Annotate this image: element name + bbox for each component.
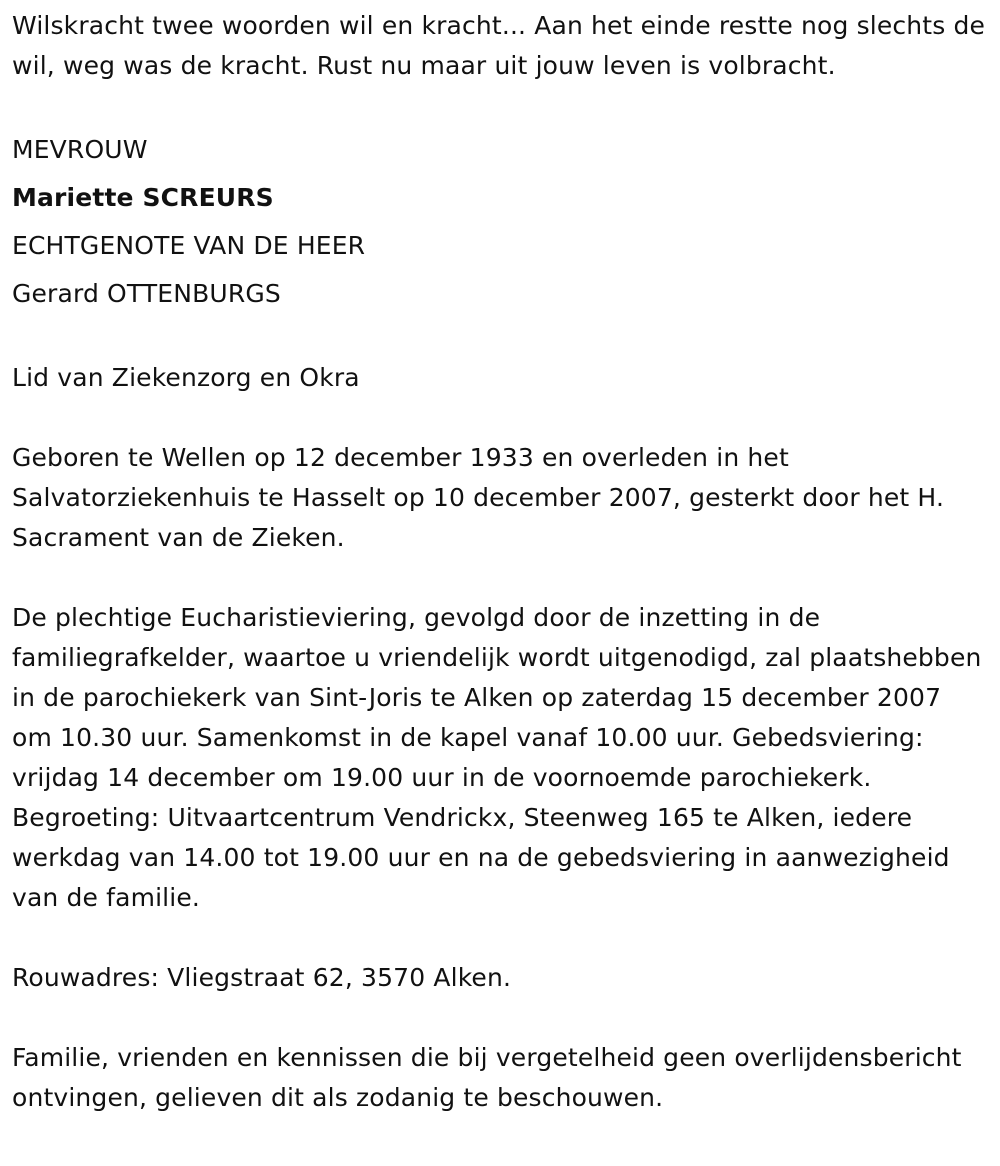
spacer: [12, 558, 988, 598]
spacer: [12, 86, 988, 126]
intro-verse: Wilskracht twee woorden wil en kracht... Aan het einde restte nog slechts de wil, weg was de kracht. Rust nu maar uit jouw leven is volbracht.: [12, 11, 986, 80]
ceremony-paragraph: De plechtige Eucharistieviering, gevolgd door de inzetting in de familiegrafkelder, waartoe u vriendelijk wordt uitgenodigd, zal plaatshebben in de parochiekerk van Sint-Joris te Alken op zaterdag 15 december 2007 om 10.30 uur. Samenkomst in de kapel vanaf 10.00 uur. Gebedsviering: vrijdag 14 december om 19.00 uur in de voornoemde parochiekerk. Begroeting: Uitvaartcentrum Vendrickx, Steenweg 165 te Alken, iedere werkdag van 14.00 tot 19.00 uur en na de gebedsviering in aanwezigheid van de familie.: [12, 603, 982, 912]
spacer: [12, 998, 988, 1038]
mourning-address: Rouwadres: Vliegstraat 62, 3570 Alken.: [12, 963, 512, 992]
membership-line: Lid van Ziekenzorg en Okra: [12, 363, 360, 392]
spacer: [12, 318, 988, 358]
spouse-name: Gerard OTTENBURGS: [12, 279, 281, 308]
closing-paragraph: Familie, vrienden en kennissen die bij vergetelheid geen overlijdensbericht ontvingen, gelieven dit als zodanig te beschouwen.: [12, 1043, 962, 1112]
spacer: [12, 918, 988, 958]
spacer: [12, 398, 988, 438]
deceased-name: Mariette SCREURS: [12, 183, 274, 212]
relation-line: ECHTGENOTE VAN DE HEER: [12, 231, 366, 260]
title-line: MEVROUW: [12, 135, 148, 164]
birth-death-paragraph: Geboren te Wellen op 12 december 1933 en overleden in het Salvatorziekenhuis te Hasselt op 10 december 2007, gesterkt door het H. Sacrament van de Zieken.: [12, 443, 945, 552]
